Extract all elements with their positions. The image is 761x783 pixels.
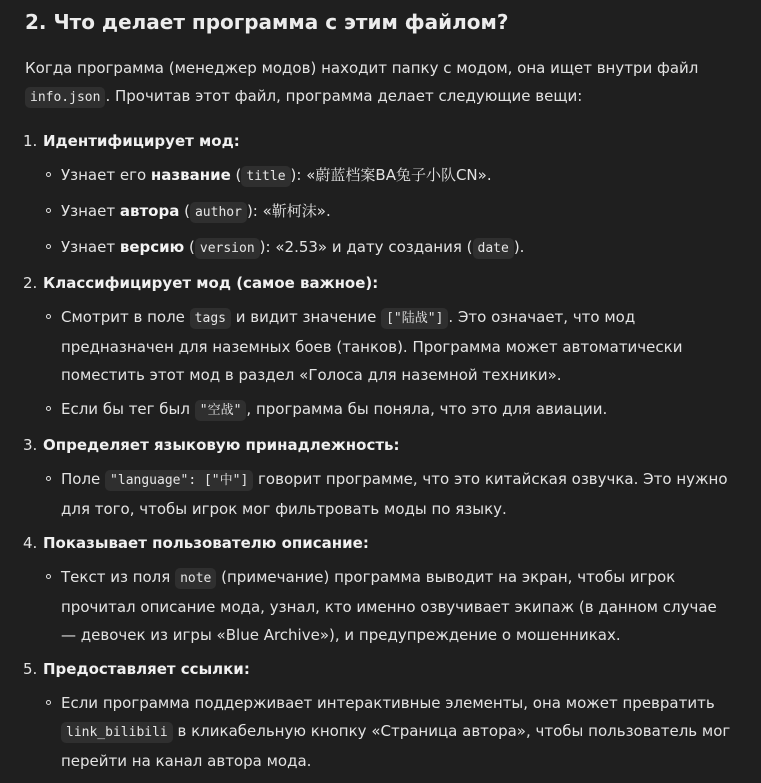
inline-code: ["陆战"] [381,308,448,329]
sub-item [43,233,736,263]
bold-text: название [150,166,231,184]
inline-code: info.json [25,87,105,108]
text: ). [513,238,525,256]
text: Узнает [61,202,120,220]
text: . Это означает, что мод предназначен для наземных боев (танков). Программа может автоматически поместить этот мод в раздел «Голоса для наземной техники». [61,308,683,384]
step-number: 2. [23,274,38,292]
text: ( [230,166,242,184]
steps-list [25,127,736,775]
sub-item [43,465,736,523]
inline-code: note [175,568,216,589]
inline-code: "language": ["中"] [105,470,253,491]
step-item [25,127,736,263]
sub-item [43,563,736,649]
inline-code: "空战" [195,400,247,421]
text: Текст из поля [61,568,176,586]
bullet-icon [46,406,51,411]
step-number: 3. [23,436,38,454]
intro-text: . Прочитав этот файл, программа делает следующие вещи: [105,87,583,105]
sub-item [43,395,736,425]
text: Если бы тег был [61,400,195,418]
text: и видит значение [230,308,382,326]
step-item [25,529,736,649]
sub-item [43,197,736,227]
step-title: Предоставляет ссылки: [43,660,250,678]
step-title: Классифицирует мод (самое важное): [43,274,379,292]
inline-code: author [190,202,247,223]
sub-list [43,465,736,523]
bullet-icon [46,700,51,705]
step-title: Идентифицирует мод: [43,132,240,150]
text: Смотрит в поле [61,308,190,326]
inline-code: link_bilibili [61,722,173,743]
sub-list [43,689,736,775]
text: Поле [61,470,106,488]
step-number: 1. [23,132,38,150]
bullet-icon [46,172,51,177]
inline-code: tags [190,308,231,329]
sub-item [43,161,736,191]
bullet-icon [46,574,51,579]
text: говорит программе, что это китайская озвучка. Это нужно для того, чтобы игрок мог фильтровать моды по языку. [61,470,728,518]
step-item [25,655,736,775]
inline-code: title [241,166,290,187]
sub-list [43,303,736,425]
sub-list [43,563,736,649]
bullet-icon [46,476,51,481]
text: , программа бы поняла, что это для авиации. [246,400,608,418]
bullet-icon [46,314,51,319]
intro-text: Когда программа (менеджер модов) находит папку с модом, она ищет внутри файл [25,59,699,77]
inline-code: version [195,238,260,259]
sub-item [43,303,736,389]
section-heading: 2. Что делает программа с этим файлом? [25,10,509,34]
text: ): «蔚蓝档案BA兔子小队CN». [290,166,492,184]
text: Узнает [61,238,120,256]
text: Если программа поддерживает интерактивные элементы, она может превратить [61,694,715,712]
text: ): «靳柯沫». [246,202,331,220]
bold-text: версию [119,238,185,256]
bold-text: автора [119,202,180,220]
step-item [25,431,736,523]
sub-list [43,161,736,263]
text: ): «2.53» и дату создания ( [259,238,473,256]
intro-paragraph [25,54,736,112]
text: Узнает его [61,166,151,184]
bullet-icon [46,244,51,249]
inline-code: date [473,238,514,259]
text: ( [179,202,190,220]
step-number: 4. [23,534,38,552]
step-title: Показывает пользователю описание: [43,534,369,552]
text: ( [184,238,195,256]
sub-item [43,689,736,775]
text: в кликабельную кнопку «Страница автора», чтобы пользователь мог перейти на канал автора мода. [61,722,731,770]
step-title: Определяет языковую принадлежность: [43,436,400,454]
step-number: 5. [23,660,38,678]
bullet-icon [46,208,51,213]
step-item [25,269,736,425]
text: (примечание) программа выводит на экран, чтобы игрок прочитал описание мода, узнал, кто именно озвучивает экипаж (в данном случае — девочек из игры «Blue Archive»), и предупреждение о мошенниках. [61,568,717,644]
